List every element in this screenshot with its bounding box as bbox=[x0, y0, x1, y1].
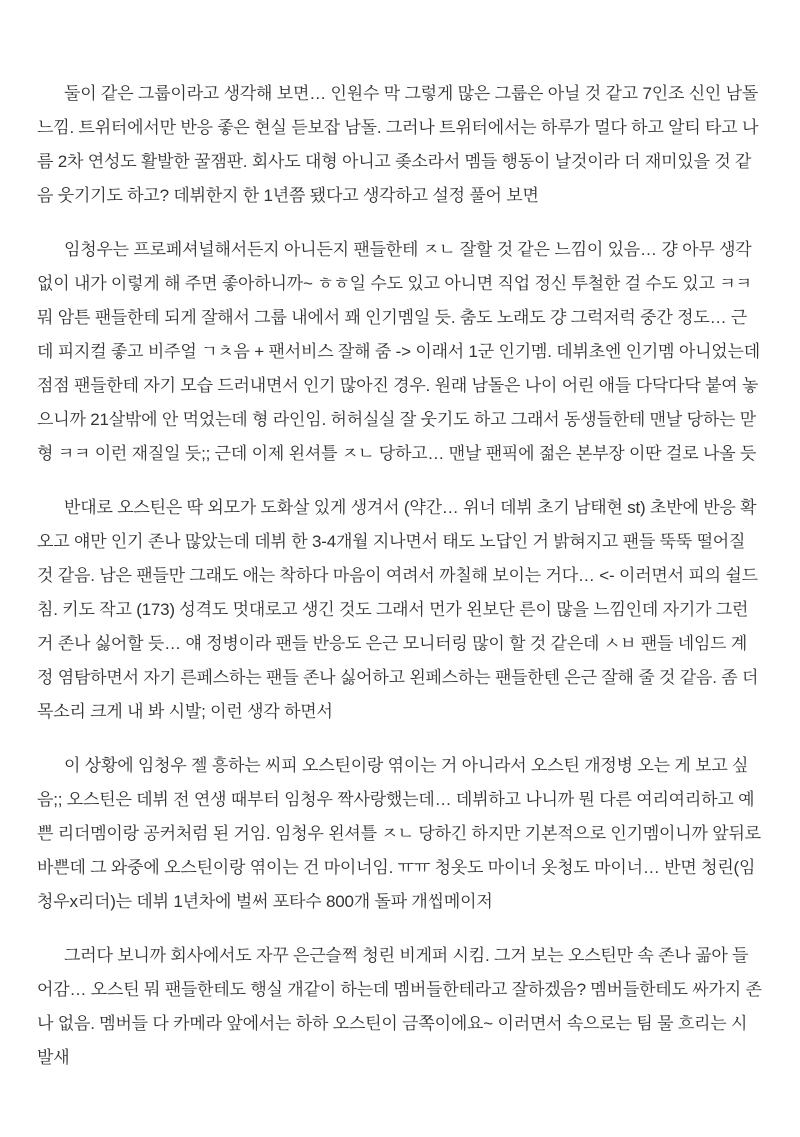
paragraph-2: 임청우는 프로페셔널해서든지 아니든지 팬들한테 ㅈㄴ 잘할 것 같은 느낌이 있음… 걍 아무 생각 없이 내가 이렇게 해 주면 좋아하니까~ ㅎㅎ일 수도 있고 아니면 직업 정신 투철한 걸 수도 있고 ㅋㅋ 뭐 암튼 팬들한테 되게 잘해서 그룹 내에서 꽤 인기멤일 듯. 춤도 노래도 걍 그럭저럭 중간 정도… 근데 피지컬 좋고 비주얼 ㄱㅊ음 + 팬서비스 잘해 줌 -> 이래서 1군 인기멤. 데뷔초엔 인기멤 아니었는데 점점 팬들한테 자기 모습 드러내면서 인기 많아진 경우. 원래 남돌은 나이 어린 애들 다닥다닥 붙여 놓으니까 21살밖에 안 먹었는데 형 라인임. 허허실실 잘 웃기도 하고 그래서 동생들한테 맨날 당하는 맏형 ㅋㅋ 이런 재질일 듯;; 근데 이제 왼셔틀 ㅈㄴ 당하고… 맨날 팬픽에 젊은 본부장 이딴 걸로 나올 듯 bbox=[37, 240, 760, 463]
paragraph-3: 반대로 오스틴은 딱 외모가 도화살 있게 생겨서 (약간… 위너 데뷔 초기 남태현 st) 초반에 반응 확 오고 얘만 인기 존나 많았는데 데뷔 한 3-4개월 지나면서 태도 노답인 거 밝혀지고 팬들 뚝뚝 떨어질 것 같음. 남은 팬들만 그래도 애는 착하다 마음이 여려서 까칠해 보이는 거다… <- 이러면서 피의 쉴드 침. 키도 작고 (173) 성격도 멋대로고 생긴 것도 그래서 먼가 왼보단 른이 많을 느낌인데 자기가 그런 거 존나 싫어할 듯… 얘 정병이라 팬들 반응도 은근 모니터링 많이 할 것 같은데 ㅅㅂ 팬들 네임드 계정 염탐하면서 자기 른페스하는 팬들 존나 싫어하고 왼페스하는 팬들한텐 은근 잘해 줄 것 같음. 좀 더 목소리 크게 내 봐 시발; 이런 생각 하면서 bbox=[37, 498, 759, 721]
paragraph-1: 둘이 같은 그룹이라고 생각해 보면… 인원수 막 그렇게 많은 그룹은 아닐 것 같고 7인조 신인 남돌 느낌. 트위터에서만 반응 좋은 현실 듣보잡 남돌. 그러나 트위터에서는 하루가 멀다 하고 알티 타고 나름 2차 연성도 활발한 꿀잼판. 회사도 대형 아니고 좆소라서 멤들 행동이 날것이라 더 재미있을 것 같음 웃기기도 하고? 데뷔한지 한 1년쯤 됐다고 생각하고 설정 풀어 보면 bbox=[37, 84, 759, 205]
paragraph-5: 그러다 보니까 회사에서도 자꾸 은근슬쩍 청린 비게퍼 시킴. 그거 보는 오스틴만 속 존나 곪아 들어감… 오스틴 뭐 팬들한테도 행실 개같이 하는데 멤버들한테라고 잘하겠음? 멤버들한테도 싸가지 존나 없음. 멤버들 다 카메라 앞에서는 하하 오스틴이 금쪽이에요~ 이러면서 속으로는 팀 물 흐리는 시발새 bbox=[37, 946, 762, 1067]
paragraph-4: 이 상황에 임청우 젤 흥하는 씨피 오스틴이랑 엮이는 거 아니라서 오스틴 개정병 오는 게 보고 싶음;; 오스틴은 데뷔 전 연생 때부터 임청우 짝사랑했는데… 데뷔하고 나니까 뭔 다른 여리여리하고 예쁜 리더멤이랑 공커처럼 된 거임. 임청우 왼셔틀 ㅈㄴ 당하긴 하지만 기본적으로 인기멤이니까 앞뒤로 바쁜데 그 와중에 오스틴이랑 엮이는 건 마이너임. ㅠㅠ 청옷도 마이너 옷청도 마이너… 반면 청린(임청우x리더)는 데뷔 1년차에 벌써 포타수 800개 돌파 개씹메이저 bbox=[37, 756, 761, 911]
